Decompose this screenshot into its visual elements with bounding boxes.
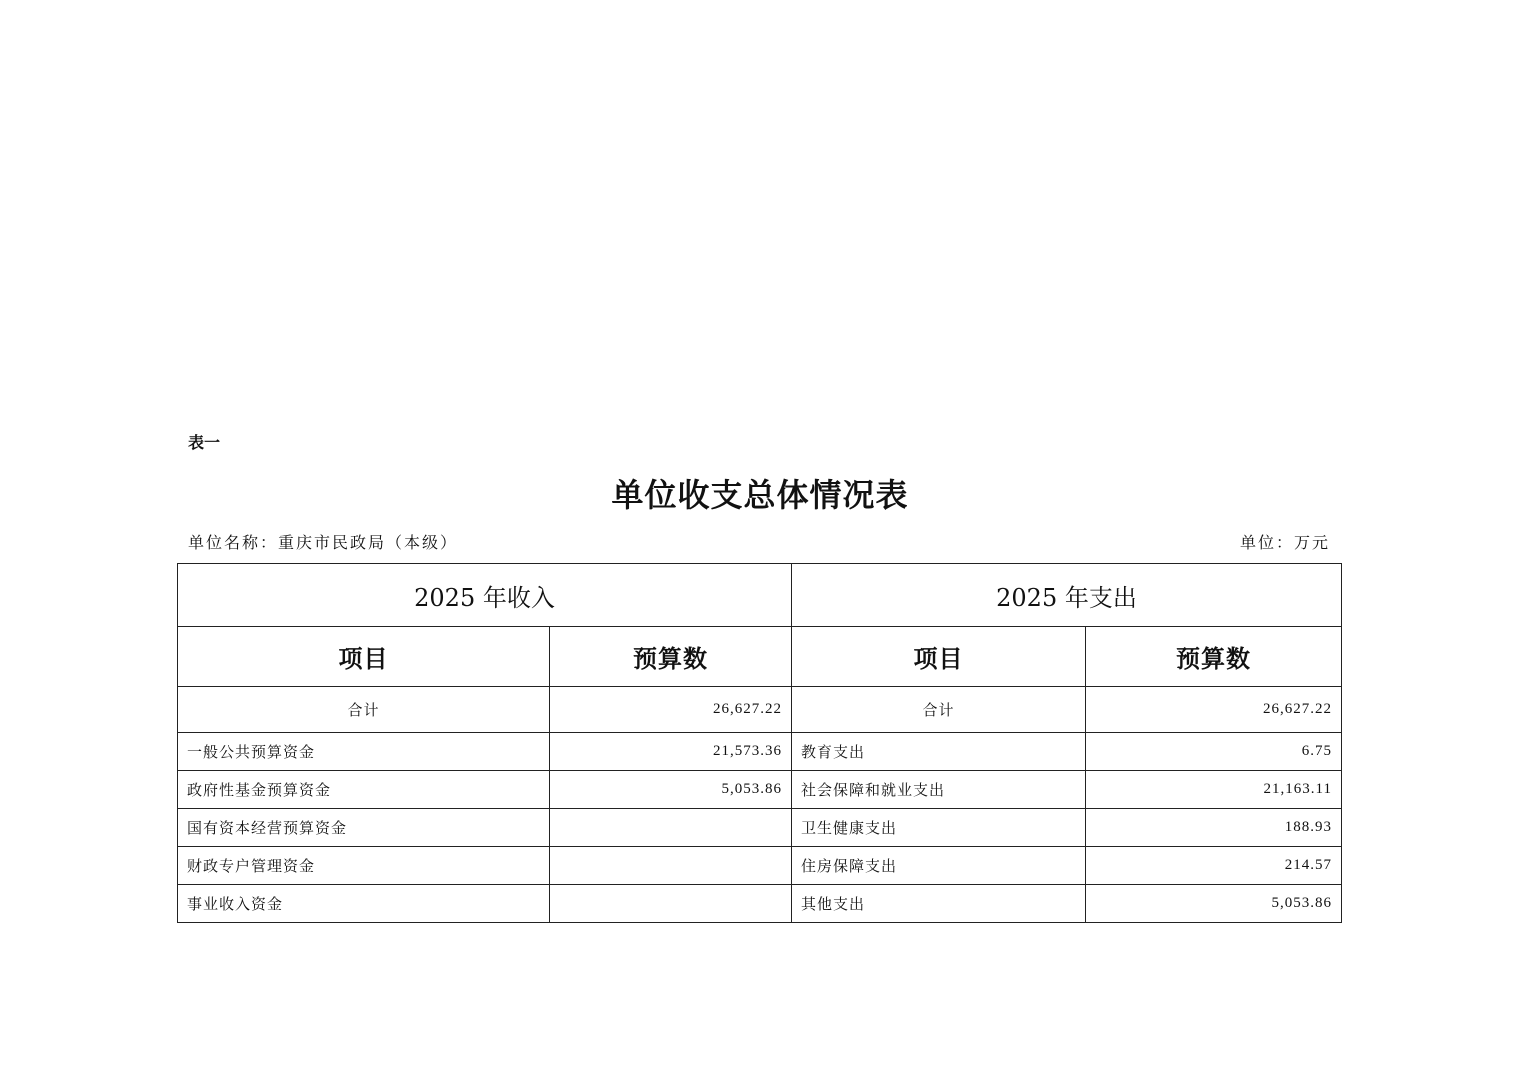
income-value [550, 809, 792, 847]
expense-item: 卫生健康支出 [792, 809, 1086, 847]
income-year-header: 2025 年收入 [178, 564, 792, 627]
expense-item: 社会保障和就业支出 [792, 771, 1086, 809]
income-item: 财政专户管理资金 [178, 847, 550, 885]
expense-value: 214.57 [1086, 847, 1342, 885]
income-total-label: 合计 [178, 687, 550, 733]
table-row [178, 771, 1342, 809]
expense-total-label: 合计 [792, 687, 1086, 733]
income-value [550, 847, 792, 885]
income-item: 政府性基金预算资金 [178, 771, 550, 809]
table-label: 表一 [188, 433, 221, 452]
income-budget-header: 预算数 [550, 627, 792, 687]
expense-total-value: 26,627.22 [1086, 687, 1342, 733]
expense-year-header: 2025 年支出 [792, 564, 1342, 627]
income-item-header: 项目 [178, 627, 550, 687]
expense-item: 教育支出 [792, 733, 1086, 771]
expense-item: 其他支出 [792, 885, 1086, 923]
expense-item: 住房保障支出 [792, 847, 1086, 885]
unit-name: 单位名称：重庆市民政局（本级） [188, 533, 459, 552]
income-value [550, 885, 792, 923]
year-header-row [178, 564, 1342, 627]
income-value: 5,053.86 [550, 771, 792, 809]
expense-budget-header: 预算数 [1086, 627, 1342, 687]
expense-value: 6.75 [1086, 733, 1342, 771]
expense-value: 5,053.86 [1086, 885, 1342, 923]
income-item: 事业收入资金 [178, 885, 550, 923]
table-row [178, 885, 1342, 923]
income-item: 国有资本经营预算资金 [178, 809, 550, 847]
income-total-value: 26,627.22 [550, 687, 792, 733]
expense-value: 21,163.11 [1086, 771, 1342, 809]
budget-table [177, 563, 1342, 923]
page-title: 单位收支总体情况表 [611, 476, 909, 514]
expense-item-header: 项目 [792, 627, 1086, 687]
income-value: 21,573.36 [550, 733, 792, 771]
table-row [178, 733, 1342, 771]
unit-of-measure: 单位：万元 [1239, 533, 1330, 552]
column-header-row [178, 627, 1342, 687]
total-row [178, 687, 1342, 733]
table-row [178, 809, 1342, 847]
income-item: 一般公共预算资金 [178, 733, 550, 771]
expense-value: 188.93 [1086, 809, 1342, 847]
table-row [178, 847, 1342, 885]
